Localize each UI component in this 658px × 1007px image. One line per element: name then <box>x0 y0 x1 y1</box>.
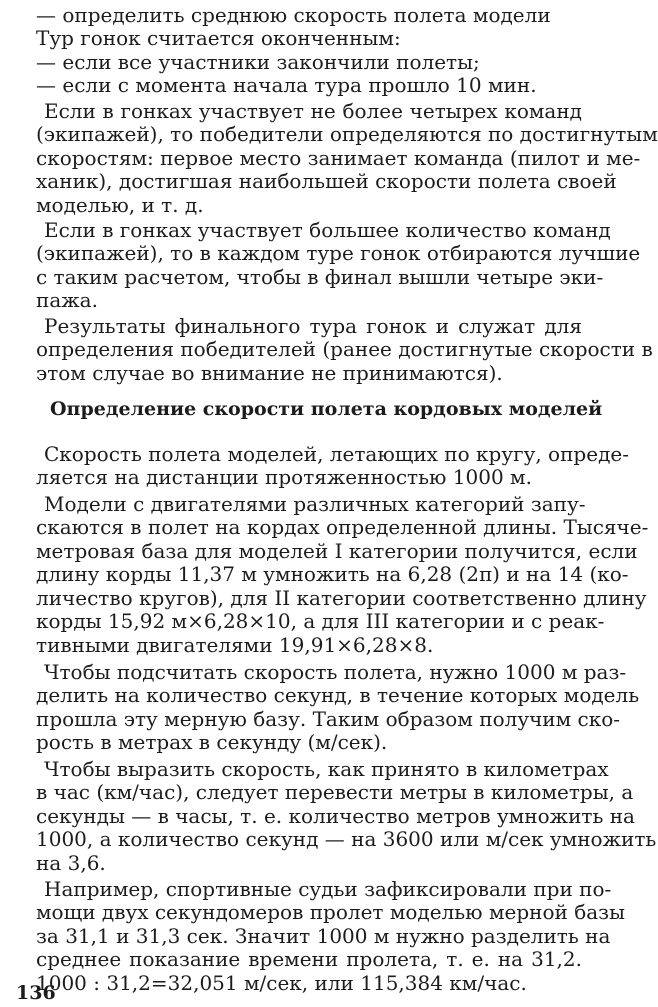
text-line: прошла эту мерную базу. Таким образом получим ско- <box>36 707 621 731</box>
text-line: Если в гонках участвует не более четырех команд <box>44 99 582 123</box>
text-line: скаются в полет на кордах определенной длины. Тысяче- <box>36 515 649 539</box>
text-line: Если в гонках участвует большее количество команд <box>44 218 611 242</box>
text-line: секунды — в часы, т. е. количество метров умножить на <box>36 804 635 828</box>
page-number: 136 <box>16 982 56 1004</box>
text-line: на 3,6. <box>36 851 106 875</box>
text-line: за 31,1 и 31,3 сек. Значит 1000 м нужно разделить на <box>36 924 611 948</box>
text-line: 1000 : 31,2=32,051 м/сек, или 115,384 км/час. <box>36 971 527 995</box>
text-line: Результаты финального тура гонок и служат для <box>44 314 582 338</box>
text-line: — если с момента начала тура прошло 10 мин. <box>36 73 537 97</box>
text-line: тивными двигателями 19,91×6,28×8. <box>36 633 434 657</box>
text-line: (экипажей), то победители определяются по достигнутым <box>36 122 658 146</box>
text-line: определения победителей (ранее достигнутые скорости в <box>36 337 653 361</box>
text-line: этом случае во внимание не принимаются). <box>36 361 503 385</box>
text-line: корды 15,92 м×6,28×10, а для III категории и с реак- <box>36 609 605 633</box>
text-line: личество кругов), для II категории соответственно длину <box>36 586 647 610</box>
text-line: Чтобы выразить скорость, как принято в километрах <box>44 757 609 781</box>
text-line: (экипажей), то в каждом туре гонок отбираются лучшие <box>36 241 641 265</box>
text-line: моделью, и т. д. <box>36 193 204 217</box>
text-line: Например, спортивные судьи зафиксировали при по- <box>44 877 612 901</box>
text-line: — определить среднюю скорость полета модели <box>36 3 551 27</box>
text-line: — если все участники закончили полеты; <box>36 50 480 74</box>
text-line: метровая база для моделей I категории получится, если <box>36 539 638 563</box>
text-line: среднее показание времени пролета, т. е. на 31,2. <box>36 947 582 971</box>
text-line: пажа. <box>36 288 98 312</box>
text-line: Чтобы подсчитать скорость полета, нужно 1000 м раз- <box>44 660 627 684</box>
section-heading: Определение скорости полета кордовых моделей <box>50 398 603 420</box>
text-line: мощи двух секундомеров пролет моделью мерной базы <box>36 900 625 924</box>
text-line: рость в метрах в секунду (м/сек). <box>36 730 388 754</box>
text-line: длину корды 11,37 м умножить на 6,28 (2π) и на 14 (ко- <box>36 562 629 586</box>
text-line: ханик), достигшая наибольшей скорости полета своей <box>36 169 617 193</box>
text-line: Тур гонок считается оконченным: <box>36 26 401 50</box>
text-line: скоростям: первое место занимает команда (пилот и ме- <box>36 146 641 170</box>
text-line: 1000, а количество секунд — на 3600 или м/сек умножить <box>36 827 657 851</box>
text-line: Модели с двигателями различных категорий запу- <box>44 492 586 516</box>
text-line: с таким расчетом, чтобы в финал вышли четыре эки- <box>36 265 604 289</box>
text-line: делить на количество секунд, в течение которых модель <box>36 683 640 707</box>
text-line: ляется на дистанции протяженностью 1000 м. <box>36 465 532 489</box>
text-line: Скорость полета моделей, летающих по кругу, опреде- <box>44 442 629 466</box>
text-line: в час (км/час), следует перевести метры в километры, а <box>36 780 634 804</box>
